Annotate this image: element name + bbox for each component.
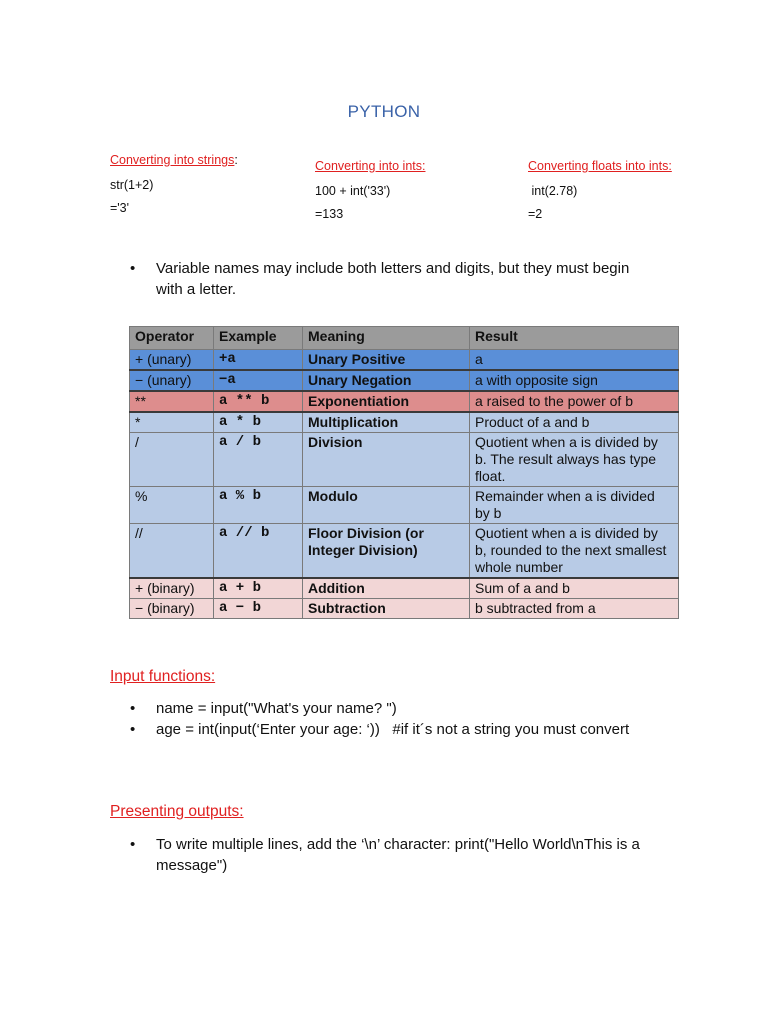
table-row: [130, 370, 679, 391]
operator-cell: + (unary): [130, 350, 214, 371]
conversion-result: =133: [315, 207, 344, 221]
table-row: [130, 391, 679, 412]
conversion-ints: [315, 159, 425, 221]
result-cell: Product of a and b: [470, 412, 679, 433]
example-cell: a // b: [214, 524, 303, 579]
operator-cell: //: [130, 524, 214, 579]
table-row: [130, 524, 679, 579]
list-item: • Variable names may include both letters and digits, but they must begin with a letter.: [130, 258, 650, 300]
table-row: [130, 599, 679, 619]
result-cell: a with opposite sign: [470, 370, 679, 391]
result-cell: a raised to the power of b: [470, 391, 679, 412]
presenting-outputs-list: [130, 834, 650, 876]
example-cell: a * b: [214, 412, 303, 433]
list-item-text: To write multiple lines, add the ‘\n’ character:: [156, 836, 451, 853]
operator-table: [129, 326, 679, 619]
table-row: [130, 412, 679, 433]
meaning-cell: Division: [303, 433, 470, 487]
example-cell: a + b: [214, 578, 303, 599]
example-cell: a / b: [214, 433, 303, 487]
example-cell: a % b: [214, 487, 303, 524]
input-functions-list: [130, 698, 630, 740]
result-cell: Remainder when a is divided by b: [470, 487, 679, 524]
conversion-heading: Converting into strings: [110, 153, 235, 167]
column-header: Result: [470, 327, 679, 350]
meaning-cell: Unary Positive: [303, 350, 470, 371]
meaning-cell: Floor Division (or Integer Division): [303, 524, 470, 579]
example-cell: −a: [214, 370, 303, 391]
operator-cell: + (binary): [130, 578, 214, 599]
column-header: Operator: [130, 327, 214, 350]
example-cell: a − b: [214, 599, 303, 619]
meaning-cell: Modulo: [303, 487, 470, 524]
presenting-outputs-heading: Presenting outputs:: [110, 803, 244, 820]
conversion-result: =2: [528, 207, 543, 221]
operator-cell: **: [130, 391, 214, 412]
meaning-cell: Addition: [303, 578, 470, 599]
input-functions-heading: Input functions:: [110, 668, 216, 685]
list-item: [130, 834, 650, 876]
meaning-cell: Exponentiation: [303, 391, 470, 412]
conversion-code: str(1+2): [110, 178, 154, 192]
conversion-heading: Converting into ints:: [315, 159, 426, 173]
result-cell: b subtracted from a: [470, 599, 679, 619]
meaning-cell: Multiplication: [303, 412, 470, 433]
operator-cell: %: [130, 487, 214, 524]
meaning-cell: Unary Negation: [303, 370, 470, 391]
table-row: [130, 578, 679, 599]
column-header: Example: [214, 327, 303, 350]
conversion-strings: [110, 153, 238, 215]
list-item: • age = int(input(‘Enter your age: ‘)) #if it´s not a string you must convert: [130, 719, 630, 740]
operator-cell: − (binary): [130, 599, 214, 619]
operator-cell: *: [130, 412, 214, 433]
variables-list: [130, 258, 650, 300]
result-cell: Quotient when a is divided by b. The result always has type float.: [470, 433, 679, 487]
conversion-heading: Converting floats into ints:: [528, 159, 672, 173]
table-header-row: [130, 327, 679, 350]
meaning-cell: Subtraction: [303, 599, 470, 619]
example-cell: +a: [214, 350, 303, 371]
list-item: • name = input("What's your name? "): [130, 698, 630, 719]
result-cell: a: [470, 350, 679, 371]
conversion-result: ='3': [110, 201, 130, 215]
column-header: Meaning: [303, 327, 470, 350]
page-title: PYTHON: [347, 102, 421, 121]
example-cell: a ** b: [214, 391, 303, 412]
code-line: print("Hello World\nThis is a message"): [156, 836, 640, 874]
conversion-floats: [528, 159, 672, 221]
table-row: [130, 350, 679, 371]
table-row: [130, 487, 679, 524]
operator-cell: − (unary): [130, 370, 214, 391]
result-cell: Sum of a and b: [470, 578, 679, 599]
conversion-heading-colon: :: [234, 153, 238, 167]
conversion-code: 100 + int('33'): [315, 184, 391, 198]
conversion-code: int(2.78): [528, 184, 578, 198]
table-row: [130, 433, 679, 487]
operator-cell: /: [130, 433, 214, 487]
result-cell: Quotient when a is divided by b, rounded to the next smallest whole number: [470, 524, 679, 579]
